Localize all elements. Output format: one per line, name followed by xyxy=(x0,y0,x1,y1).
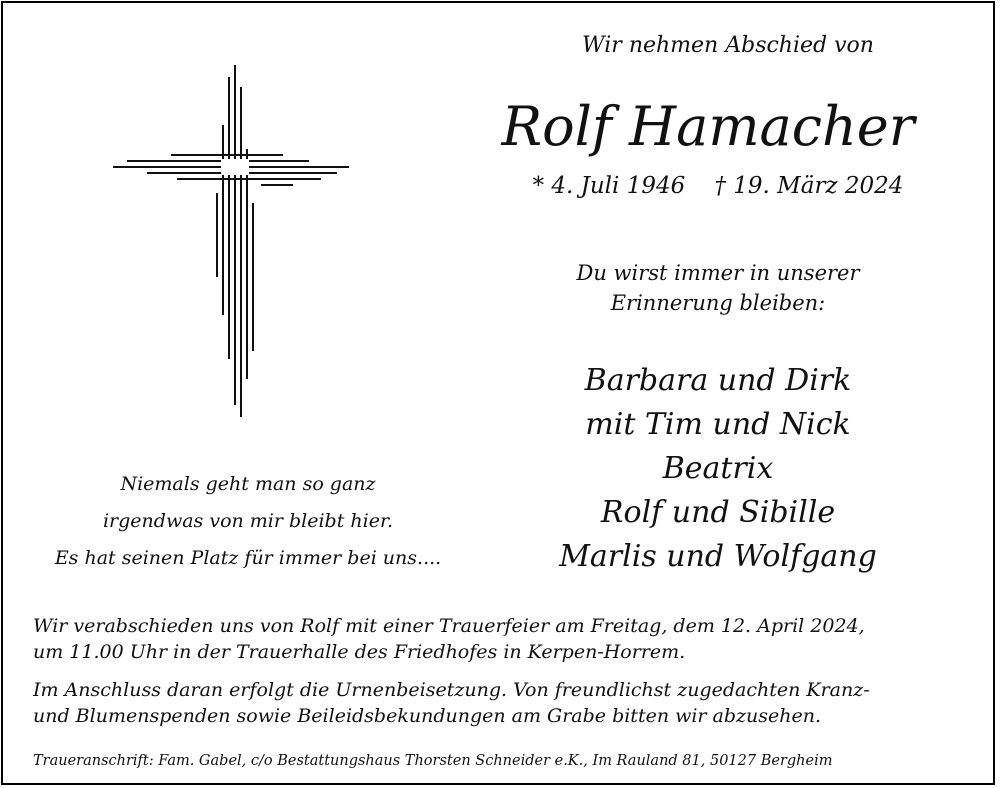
family-member: Beatrix xyxy=(662,451,774,486)
family-member: mit Tim und Nick xyxy=(585,407,851,442)
family-member: Marlis und Wolfgang xyxy=(559,539,877,574)
ceremony-text: Wir verabschieden uns von Rolf mit einer Trauerfeier am Freitag, dem 12. April 2024, xyxy=(33,615,865,637)
poem-line: Es hat seinen Platz für immer bei uns.... xyxy=(54,547,442,569)
ceremony-text: um 11.00 Uhr in der Trauerhalle des Friedhofes in Kerpen-Horrem. xyxy=(33,641,686,663)
mourning-address: Traueranschrift: Fam. Gabel, c/o Bestattungshaus Thorsten Schneider e.K., Im Rauland 81, 50127 Bergheim xyxy=(33,753,833,769)
family-member: Rolf und Sibille xyxy=(600,495,836,530)
christian-cross-icon xyxy=(111,63,361,423)
burial-text: Im Anschluss daran erfolgt die Urnenbeisetzung. Von freundlichst zugedachten Kranz- xyxy=(33,679,870,701)
life-dates: * 4. Juli 1946 † 19. März 2024 xyxy=(532,173,904,199)
obituary-notice xyxy=(1,1,995,785)
poem-line: Niemals geht man so ganz xyxy=(120,473,376,495)
memory-line: Erinnerung bleiben: xyxy=(610,291,826,315)
family-member: Barbara und Dirk xyxy=(584,363,852,398)
poem-line: irgendwas von mir bleibt hier. xyxy=(102,510,393,532)
burial-text: und Blumenspenden sowie Beileidsbekundungen am Grabe bitten wir abzusehen. xyxy=(33,705,822,727)
memory-line: Du wirst immer in unserer xyxy=(576,261,860,285)
deceased-name: Rolf Hamacher xyxy=(501,95,915,158)
intro-line: Wir nehmen Abschied von xyxy=(582,33,874,58)
